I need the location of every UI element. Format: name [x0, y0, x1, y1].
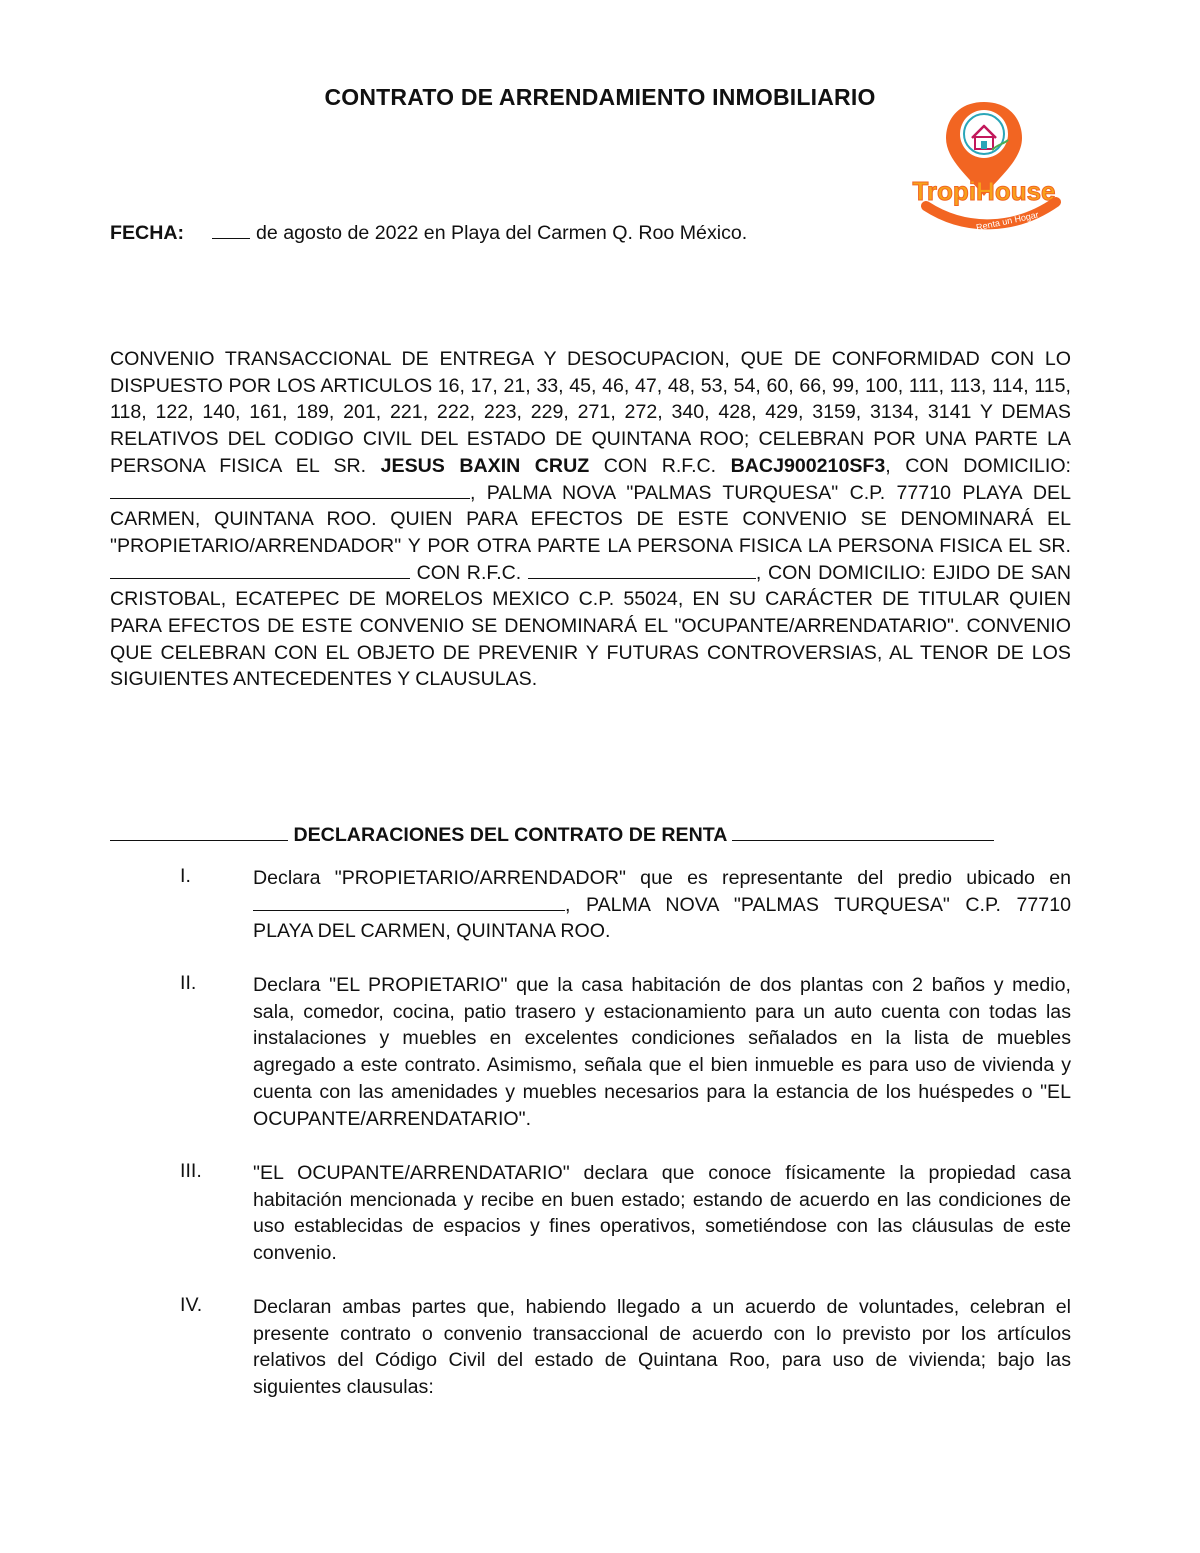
declaration-text: Declaran ambas partes que, habiendo llegado a un acuerdo de voluntades, celebran el presente contrato o convenio transaccional de acuerdo con lo previsto por los artículos relativos del Código Civil del estado de Quintana Roo, para uso de vivienda; bajo las siguientes clausulas: [253, 1296, 1071, 1399]
declaration-text: "EL OCUPANTE/ARRENDATARIO" declara que conoce físicamente la propiedad casa habitación mencionada y recibe en buen estado; estando de acuerdo en las condiciones de uso establecidas de espacios y fines operativos, sometiéndose con las cláusulas de este convenio. [253, 1162, 1071, 1265]
declaration-text-a: Declara "PROPIETARIO/ARRENDADOR" que es representante del predio ubicado en [253, 867, 1071, 889]
house-pin-icon [896, 94, 1072, 240]
intro-text-6: , CON DOMICILIO: EJIDO DE SAN CRISTOBAL, ECATEPEC DE MORELOS MEXICO C.P. 55024, EN SU CARÁCTER DE TITULAR QUIEN PARA EFECTOS DE ESTE CONVENIO SE DENOMINARÁ EL "OCUPANTE/ARRENDATARIO". CONVENIO QUE CELEBRAN CON EL OBJETO DE PREVENIR Y FUTURAS CONTROVERSIAS, AL TENOR DE LOS SIGUIENTES ANTECEDENTES Y CLAUSULAS. [110, 561, 1072, 691]
declarations-heading [110, 822, 1071, 847]
property-address-blank [253, 892, 565, 911]
heading-line-right [732, 822, 994, 841]
declarations-heading-text: DECLARACIONES DEL CONTRATO DE RENTA [293, 824, 727, 846]
date-text: de agosto de 2022 en Playa del Carmen Q. Roo México. [256, 222, 748, 244]
intro-text-3: , CON DOMICILIO: [885, 454, 1072, 477]
intro-text-2: CON R.F.C. [603, 454, 717, 477]
declaration-text [253, 865, 1071, 945]
intro-text-4: , PALMA NOVA "PALMAS TURQUESA" C.P. 77710 PLAYA DEL CARMEN, QUINTANA ROO. QUIEN PARA EFECTOS DE ESTE CONVENIO SE DENOMINARÁ EL "PROPIETARIO/ARRENDADOR" Y POR OTRA PARTE LA PERSONA FISICA LA PERSONA FISICA EL SR. [110, 481, 1071, 557]
logo-tagline: Renta un Hogar [975, 209, 1040, 233]
tenant-name-blank [110, 560, 410, 579]
date-day-blank [212, 222, 250, 239]
declaration-number: IV. [180, 1294, 203, 1316]
owner-name: JESUS BAXIN CRUZ [380, 454, 590, 477]
heading-line-left [110, 822, 288, 841]
intro-paragraph [110, 346, 1071, 693]
declaration-number: II. [180, 972, 197, 994]
document-title: CONTRATO DE ARRENDAMIENTO INMOBILIARIO [324, 84, 876, 110]
declaration-text-b: , PALMA NOVA "PALMAS TURQUESA" C.P. 77710 PLAYA DEL CARMEN, QUINTANA ROO. [253, 893, 1071, 943]
date-label: FECHA: [110, 222, 185, 244]
declaration-number: III. [180, 1160, 202, 1182]
owner-address-blank [110, 480, 470, 499]
owner-rfc: BACJ900210SF3 [730, 454, 886, 477]
intro-text-5: CON R.F.C. [416, 561, 522, 584]
declaration-number: I. [180, 865, 191, 887]
logo-brand: TropiHouse [912, 176, 1056, 206]
intro-text-1: CONVENIO TRANSACCIONAL DE ENTREGA Y DESOCUPACION, QUE DE CONFORMIDAD CON LO DISPUESTO POR LOS ARTICULOS 16, 17, 21, 33, 45, 46, 47, 48, 53, 54, 60, 66, 99, 100, 111, 113, 114, 115, 118, 122, 140, 161, 189, 201, 221, 222, 223, 229, 271, 272, 340, 428, 429, 3159, 3134, 3141 Y DEMAS RELATIVOS DEL CODIGO CIVIL DEL ESTADO DE QUINTANA ROO; CELEBRAN POR UNA PARTE LA PERSONA FISICA EL SR. [110, 348, 1071, 477]
declaration-text: Declara "EL PROPIETARIO" que la casa habitación de dos plantas con 2 baños y medio, sala, comedor, cocina, patio trasero y estacionamiento para un auto cuenta con todas las instalaciones y muebles en excelentes condiciones señalados en la lista de muebles agregado a este contrato. Asimismo, señala que el bien inmueble es para uso de vivienda y cuenta con las amenidades y muebles necesarios para la estancia de los huéspedes o "EL OCUPANTE/ARRENDATARIO". [253, 974, 1071, 1130]
date-line [110, 222, 747, 245]
tenant-rfc-blank [528, 560, 756, 579]
